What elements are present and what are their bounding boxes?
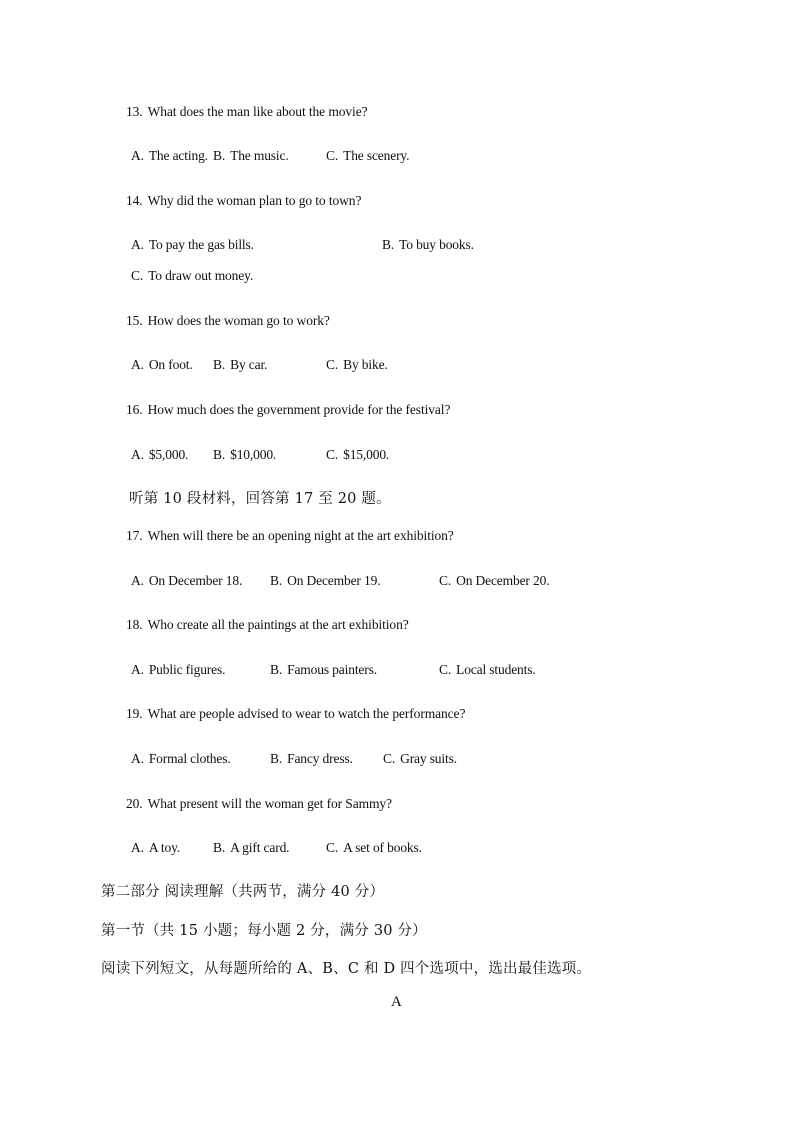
- q16-option-a: A. $5,000.: [131, 447, 189, 462]
- q18-option-c: C. Local students.: [439, 662, 536, 677]
- question-text: How does the woman go to work?: [147, 313, 330, 328]
- question-text: What does the man like about the movie?: [147, 104, 368, 119]
- part-two-heading: 第二部分 阅读理解（共两节，满分 40 分）: [101, 884, 385, 900]
- q14-option-a: A. To pay the gas bills.: [131, 237, 254, 252]
- q17-option-a: A. On December 18.: [131, 573, 243, 588]
- passage-label: A: [391, 994, 402, 1010]
- question-text: Who create all the paintings at the art exhibition?: [147, 617, 409, 632]
- question-number: 13.: [126, 104, 143, 119]
- q20-option-a: A. A toy.: [131, 840, 181, 855]
- q15-option-c: C. By bike.: [326, 357, 388, 372]
- q18-option-a: A. Public figures.: [131, 662, 226, 677]
- q16-option-c: C. $15,000.: [326, 447, 390, 462]
- question-number: 17.: [126, 528, 143, 543]
- q17-option-c: C. On December 20.: [439, 573, 550, 588]
- question-14: [126, 193, 361, 209]
- q14-option-b: B. To buy books.: [382, 237, 474, 252]
- question-text: What are people advised to wear to watch the performance?: [147, 706, 466, 721]
- question-20: [126, 796, 392, 812]
- question-number: 19.: [126, 706, 143, 721]
- q13-option-c: C. The scenery.: [326, 148, 410, 163]
- q17-option-b: B. On December 19.: [270, 573, 381, 588]
- q19-option-c: C. Gray suits.: [383, 751, 457, 766]
- reading-instruction: 阅读下列短文，从每题所给的 A、B、C 和 D 四个选项中，选出最佳选项。: [101, 961, 592, 977]
- q15-option-b: B. By car.: [213, 357, 268, 372]
- q13-option-b: B. The music.: [213, 148, 289, 163]
- q16-option-b: B. $10,000.: [213, 447, 277, 462]
- q14-option-c: C. To draw out money.: [131, 268, 254, 283]
- q19-option-a: A. Formal clothes.: [131, 751, 231, 766]
- question-number: 18.: [126, 617, 143, 632]
- question-number: 16.: [126, 402, 143, 417]
- q20-option-b: B. A gift card.: [213, 840, 290, 855]
- passage-10-instruction: 听第 10 段材料，回答第 17 至 20 题。: [129, 491, 391, 507]
- question-text: What present will the woman get for Sammy?: [147, 796, 392, 811]
- q15-option-a: A. On foot.: [131, 357, 193, 372]
- question-17: [126, 528, 454, 544]
- q19-option-b: B. Fancy dress.: [270, 751, 353, 766]
- question-19: [126, 706, 465, 722]
- question-15: [126, 313, 330, 329]
- question-text: Why did the woman plan to go to town?: [147, 193, 362, 208]
- question-number: 14.: [126, 193, 143, 208]
- question-number: 20.: [126, 796, 143, 811]
- question-13: [126, 104, 367, 120]
- question-text: When will there be an opening night at the art exhibition?: [147, 528, 454, 543]
- section-one-heading: 第一节（共 15 小题；每小题 2 分，满分 30 分）: [101, 923, 427, 939]
- question-text: How much does the government provide for the festival?: [147, 402, 451, 417]
- question-number: 15.: [126, 313, 143, 328]
- q20-option-c: C. A set of books.: [326, 840, 422, 855]
- question-16: [126, 402, 450, 418]
- q18-option-b: B. Famous painters.: [270, 662, 377, 677]
- question-18: [126, 617, 409, 633]
- q13-option-a: A. The acting.: [131, 148, 208, 163]
